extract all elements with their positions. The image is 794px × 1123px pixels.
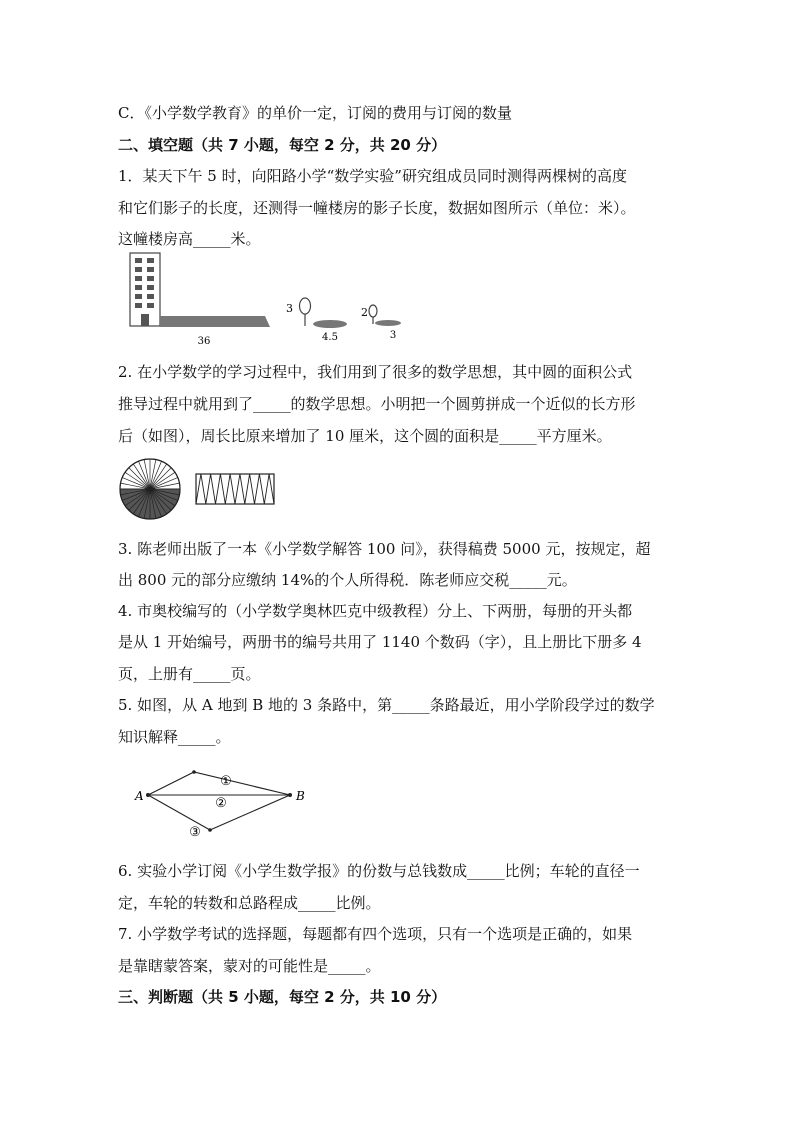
q1-line2: 和它们影子的长度，还测得一幢楼房的影子长度，数据如图所示（单位：米）。 [118, 199, 636, 217]
point-b-dot [288, 793, 292, 797]
q4-line1: 4. 市奥校编写的（小学数学奥林匹克中级教程）分上、下两册，每册的开头都 [118, 602, 633, 620]
approx-rectangle [196, 474, 274, 504]
q7-line1: 7. 小学数学考试的选择题，每题都有四个选项，只有一个选项是正确的，如果 [118, 925, 633, 943]
route1-label: ① [220, 774, 232, 789]
route1-path [148, 772, 290, 795]
q2-line2: 推导过程中就用到了_____的数学思想。小明把一个圆剪拼成一个近似的长方形 [118, 395, 636, 413]
tree2-shadow-label: 3 [389, 330, 397, 341]
q2-line1: 2. 在小学数学的学习过程中，我们用到了很多的数学思想，其中圆的面积公式 [118, 363, 633, 381]
q7-line2: 是靠瞎蒙答案，蒙对的可能性是_____。 [118, 957, 381, 975]
q5-line1: 5. 如图，从 A 地到 B 地的 3 条路中，第_____条路最近，用小学阶段学过的数学 [118, 696, 655, 714]
tree1-height-label: 3 [286, 302, 293, 315]
tree1-crown [300, 298, 311, 314]
section2-heading: 二、填空题（共 7 小题，每空 2 分，共 20 分） [118, 136, 447, 154]
point-a-dot [146, 793, 150, 797]
point-a-label: A [135, 789, 144, 803]
route3-vertex [208, 828, 212, 832]
q3-line1: 3. 陈老师出版了一本《小学数学解答 100 问》，获得稿费 5000 元，按规定，超 [118, 540, 651, 558]
routes-figure [130, 762, 320, 840]
building-shadow [160, 316, 270, 327]
tree2-shadow [375, 320, 401, 326]
route1-vertex [192, 770, 196, 774]
tree1-shadow-label: 4.5 [322, 332, 338, 343]
q6-line1: 6. 实验小学订阅《小学生数学报》的份数与总钱数成_____比例；车轮的直径一 [118, 862, 640, 880]
tree2-crown [369, 305, 377, 317]
q1-line3: 这幢楼房高_____米。 [118, 230, 261, 248]
sector-circle [120, 459, 180, 519]
q6-line2: 定，车轮的转数和总路程成_____比例。 [118, 894, 381, 912]
option-c-text: C．《小学数学教育》的单价一定，订阅的费用与订阅的数量 [118, 104, 512, 122]
route3-label: ③ [189, 825, 201, 840]
section3-heading: 三、判断题（共 5 小题，每空 2 分，共 10 分） [118, 988, 447, 1006]
q2-line3: 后（如图），周长比原来增加了 10 厘米，这个圆的面积是_____平方厘米。 [118, 427, 612, 445]
q5-line2: 知识解释_____。 [118, 728, 231, 746]
shadow-figure [120, 248, 420, 348]
tree1-shadow [313, 320, 347, 328]
circle-rectangle-figure [118, 458, 288, 520]
q3-line2: 出 800 元的部分应缴纳 14%的个人所得税．陈老师应交税_____元。 [118, 571, 577, 589]
q4-line2: 是从 1 开始编号，两册书的编号共用了 1140 个数码（字），且上册比下册多 4 [118, 633, 642, 651]
route2-label: ② [215, 796, 227, 811]
tree2-height-label: 2 [361, 306, 368, 319]
q4-line3: 页，上册有_____页。 [118, 665, 261, 683]
point-b-label: B [296, 789, 305, 803]
building-shadow-label: 36 [197, 336, 211, 347]
q1-line1: 1．某天下午 5 时，向阳路小学“数学实验”研究组成员同时测得两棵树的高度 [118, 167, 627, 185]
